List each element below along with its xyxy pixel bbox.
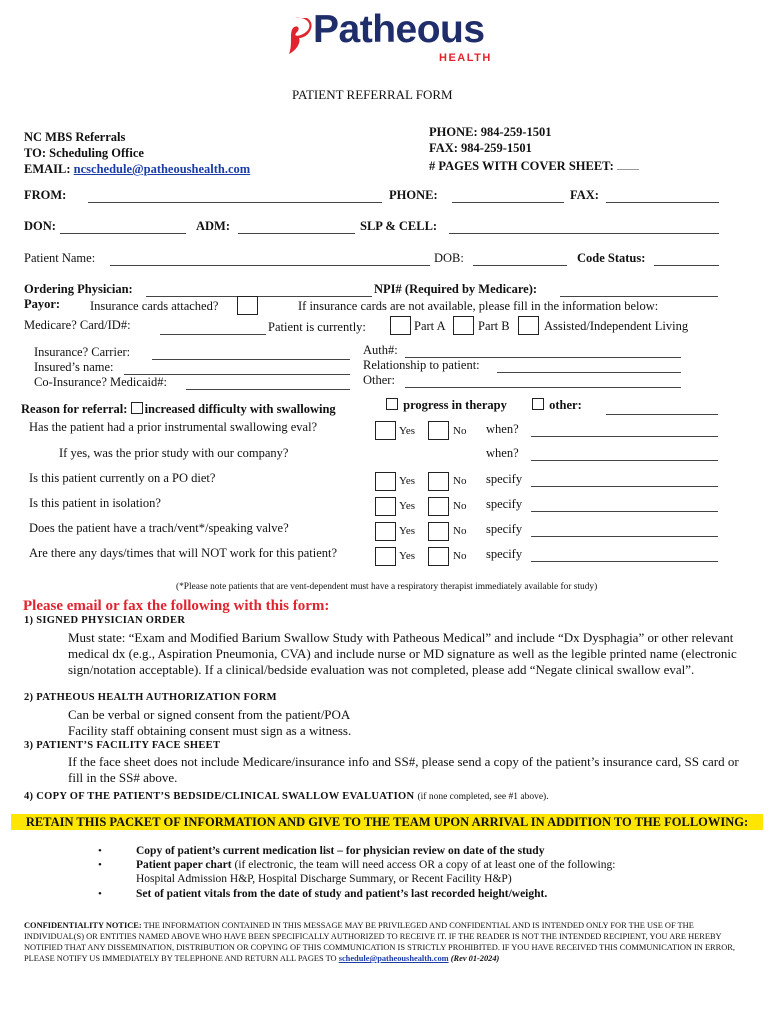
from-fax-field[interactable] bbox=[606, 190, 719, 203]
form-title: PATIENT REFERRAL FORM bbox=[292, 87, 453, 102]
confidentiality-text: THE INFORMATION CONTAINED IN THIS MESSAGE MAY BE PRIVILEGED AND CONFIDENTIAL AND IS INTENDED ONLY FOR THE USE OF THE INDIVIDUAL(S) OR ENTITIES NAMED ABOVE WHO HAVE BEEN SPECIFICALLY AUTHORIZED TO RECEIVE IT. IF THE READER IS NOT THE INTENDED RECIPIENT, YOU ARE HEREBY NOTIFIED THAT ANY DISSEMINATION, DISTRIBUTION OR COPYING OF THIS COMMUNICATION IS STRICTLY PROHIBITED. IF YOU HAVE RECEIVED THIS COMMUNICATION IN ERROR, PLEASE NOTIFY US IMMEDIATELY BY TELEPHONE AND RETURN ALL PAGES TO bbox=[24, 921, 735, 963]
coinsurance-field[interactable] bbox=[186, 377, 350, 390]
confidentiality-label: CONFIDENTIALITY NOTICE: bbox=[24, 921, 142, 930]
auth-field[interactable] bbox=[405, 345, 681, 358]
revision-label: (Rev 01-2024) bbox=[450, 954, 500, 963]
logo-health: HEALTH bbox=[439, 52, 492, 64]
prior-eval-no-checkbox[interactable] bbox=[428, 421, 449, 440]
days-yes-checkbox[interactable] bbox=[375, 547, 396, 566]
code-status-label: Code Status: bbox=[577, 251, 646, 265]
patient-currently-label: Patient is currently: bbox=[268, 320, 366, 334]
trach-yes-checkbox[interactable] bbox=[375, 522, 396, 541]
section-4-note: (if none completed, see #1 above). bbox=[417, 792, 549, 802]
part-b-label: Part B bbox=[478, 319, 510, 333]
bullet-dot: • bbox=[98, 859, 102, 871]
reason-other-checkbox[interactable] bbox=[532, 398, 544, 410]
assisted-living-checkbox[interactable] bbox=[518, 316, 539, 335]
don-field[interactable] bbox=[60, 221, 186, 234]
patient-name-label: Patient Name: bbox=[24, 251, 96, 265]
slp-field[interactable] bbox=[449, 221, 719, 234]
email-link[interactable]: ncschedule@patheoushealth.com bbox=[73, 162, 251, 176]
trach-specify-label: specify bbox=[486, 522, 523, 536]
patheous-logo bbox=[287, 8, 497, 64]
payor-label: Payor: bbox=[24, 297, 61, 311]
isolation-yes-label: Yes bbox=[399, 500, 416, 512]
bullet-chart: Patient paper chart (if electronic, the team will need access OR a copy of at least one of the following: bbox=[136, 859, 616, 871]
medicare-field[interactable] bbox=[160, 322, 266, 335]
section-3-title: 3) PATIENT’S FACILITY FACE SHEET bbox=[24, 740, 221, 751]
days-specify-field[interactable] bbox=[531, 549, 718, 562]
prior-eval-no-label: No bbox=[453, 425, 467, 437]
auth-label: Auth#: bbox=[363, 343, 398, 357]
isolation-no-checkbox[interactable] bbox=[428, 497, 449, 516]
bullet-dot: • bbox=[98, 845, 102, 857]
days-no-label: No bbox=[453, 550, 467, 562]
question-trach: Does the patient have a trach/vent*/speaking valve? bbox=[29, 521, 289, 535]
assisted-living-label: Assisted/Independent Living bbox=[544, 319, 689, 333]
npi-label: NPI# (Required by Medicare): bbox=[374, 282, 538, 296]
reason-progress-label: progress in therapy bbox=[403, 398, 507, 412]
prior-eval-when-field[interactable] bbox=[531, 424, 718, 437]
logo-wordmark: Patheous bbox=[313, 8, 485, 51]
po-diet-specify-label: specify bbox=[486, 472, 523, 486]
pages-field[interactable] bbox=[617, 157, 639, 170]
bullet-dot: • bbox=[98, 888, 102, 900]
bullet-vitals: Set of patient vitals from the date of study and patient’s last recorded height/weight. bbox=[136, 888, 548, 900]
section-4-title: 4) COPY OF THE PATIENT’S BEDSIDE/CLINICAL SWALLOW EVALUATION bbox=[24, 791, 415, 802]
po-diet-yes-checkbox[interactable] bbox=[375, 472, 396, 491]
patient-name-field[interactable] bbox=[110, 253, 430, 266]
reason-swallowing-label: increased difficulty with swallowing bbox=[144, 402, 336, 416]
insurance-not-available-note: If insurance cards are not available, please fill in the information below: bbox=[298, 299, 659, 313]
prior-company-when-field[interactable] bbox=[531, 448, 718, 461]
cards-attached-checkbox[interactable] bbox=[237, 296, 258, 315]
email-label: EMAIL: bbox=[24, 162, 71, 176]
other-field[interactable] bbox=[405, 375, 681, 388]
part-a-checkbox[interactable] bbox=[390, 316, 411, 335]
cards-attached-label: Insurance cards attached? bbox=[90, 299, 219, 313]
section-3-body: If the face sheet does not include Medicare/insurance info and SS#, please send a copy of the patient’s insurance card, SS card or fill in the SS# above. bbox=[68, 754, 739, 785]
dob-label: DOB: bbox=[434, 251, 464, 265]
header-line2: TO: Scheduling Office bbox=[24, 146, 144, 160]
prior-eval-yes-checkbox[interactable] bbox=[375, 421, 396, 440]
trach-no-label: No bbox=[453, 525, 467, 537]
part-b-checkbox[interactable] bbox=[453, 316, 474, 335]
section-2-body-1: Can be verbal or signed consent from the patient/POA bbox=[68, 707, 351, 722]
retain-banner: RETAIN THIS PACKET OF INFORMATION AND GIVE TO THE TEAM UPON ARRIVAL IN ADDITION TO THE FOLLOWING: bbox=[11, 814, 763, 830]
slp-label: SLP & CELL: bbox=[360, 219, 438, 233]
trach-specify-field[interactable] bbox=[531, 524, 718, 537]
reason-other bbox=[532, 398, 582, 413]
prior-company-when-label: when? bbox=[486, 446, 519, 460]
coinsurance-label: Co-Insurance? Medicaid#: bbox=[34, 375, 167, 389]
question-days-times: Are there any days/times that will NOT work for this patient? bbox=[29, 546, 338, 560]
section-4-row bbox=[24, 788, 549, 803]
insured-field[interactable] bbox=[124, 362, 350, 375]
header-fax: FAX: 984-259-1501 bbox=[429, 141, 532, 155]
question-prior-company: If yes, was the prior study with our company? bbox=[59, 446, 289, 460]
from-phone-label: PHONE: bbox=[389, 188, 438, 202]
vent-note: (*Please note patients that are vent-dependent must have a respiratory therapist immediately available for study) bbox=[176, 582, 598, 592]
confidentiality-notice bbox=[24, 920, 744, 964]
isolation-specify-field[interactable] bbox=[531, 499, 718, 512]
isolation-yes-checkbox[interactable] bbox=[375, 497, 396, 516]
part-a-label: Part A bbox=[414, 319, 446, 333]
from-fax-label: FAX: bbox=[570, 188, 599, 202]
reason-row: Reason for referral: increased difficulty with swallowing bbox=[21, 402, 336, 416]
po-diet-specify-field[interactable] bbox=[531, 474, 718, 487]
days-no-checkbox[interactable] bbox=[428, 547, 449, 566]
carrier-label: Insurance? Carrier: bbox=[34, 345, 131, 359]
question-po-diet: Is this patient currently on a PO diet? bbox=[29, 471, 216, 485]
code-status-field[interactable] bbox=[654, 253, 719, 266]
bullet-medication: Copy of patient’s current medication list – for physician review on date of the study bbox=[136, 845, 545, 857]
reason-swallowing-checkbox[interactable] bbox=[131, 402, 143, 414]
npi-field[interactable] bbox=[560, 284, 718, 297]
bullet-chart-cont: Hospital Admission H&P, Hospital Discharge Summary, or Recent Facility H&P) bbox=[136, 873, 512, 885]
relationship-label: Relationship to patient: bbox=[363, 358, 480, 372]
instructions-title: Please email or fax the following with this form: bbox=[23, 598, 330, 614]
medicare-label: Medicare? Card/ID#: bbox=[24, 318, 131, 332]
from-phone-field[interactable] bbox=[452, 190, 564, 203]
question-prior-eval: Has the patient had a prior instrumental swallowing eval? bbox=[29, 420, 318, 434]
reason-progress-checkbox[interactable] bbox=[386, 398, 398, 410]
relationship-field[interactable] bbox=[497, 360, 681, 373]
question-isolation: Is this patient in isolation? bbox=[29, 496, 161, 510]
header-line1: NC MBS Referrals bbox=[24, 130, 126, 144]
days-specify-label: specify bbox=[486, 547, 523, 561]
adm-label: ADM: bbox=[196, 219, 231, 233]
section-2-title: 2) PATHEOUS HEALTH AUTHORIZATION FORM bbox=[24, 692, 277, 703]
section-1-title: 1) SIGNED PHYSICIAN ORDER bbox=[24, 615, 186, 626]
header-phone: PHONE: 984-259-1501 bbox=[429, 125, 552, 139]
po-diet-no-label: No bbox=[453, 475, 467, 487]
section-2-body-2: Facility staff obtaining consent must sign as a witness. bbox=[68, 723, 352, 738]
other-label: Other: bbox=[363, 373, 395, 387]
header-email bbox=[24, 162, 250, 177]
trach-no-checkbox[interactable] bbox=[428, 522, 449, 541]
ordering-physician-field[interactable] bbox=[146, 284, 372, 297]
trach-yes-label: Yes bbox=[399, 525, 416, 537]
header-pages bbox=[429, 157, 639, 174]
days-yes-label: Yes bbox=[399, 550, 416, 562]
reason-other-field[interactable] bbox=[606, 402, 718, 415]
don-label: DON: bbox=[24, 219, 56, 233]
reason-progress bbox=[386, 398, 507, 413]
prior-eval-yes-label: Yes bbox=[399, 425, 416, 437]
dob-field[interactable] bbox=[473, 253, 567, 266]
from-field[interactable] bbox=[88, 190, 382, 203]
prior-eval-when-label: when? bbox=[486, 422, 519, 436]
ordering-physician-label: Ordering Physician: bbox=[24, 282, 133, 296]
isolation-specify-label: specify bbox=[486, 497, 523, 511]
from-label: FROM: bbox=[24, 188, 67, 202]
po-diet-yes-label: Yes bbox=[399, 475, 416, 487]
carrier-field[interactable] bbox=[152, 347, 350, 360]
insured-label: Insured’s name: bbox=[34, 360, 114, 374]
section-1-body: Must state: “Exam and Modified Barium Swallow Study with Patheous Medical” and include “Dx Dysphagia” or other relevant medical dx (e.g., Aspiration Pneumonia, CVA) and include nurse or MD signature as well as the legible printed name (electronic sign/notation acceptable). If a clinical/bedside evaluation was not completed, please add “Negate clinical swallow eval”. bbox=[68, 630, 737, 677]
reason-other-label: other: bbox=[549, 398, 582, 412]
po-diet-no-checkbox[interactable] bbox=[428, 472, 449, 491]
confidentiality-email-link[interactable]: schedule@patheoushealth.com bbox=[338, 954, 449, 963]
isolation-no-label: No bbox=[453, 500, 467, 512]
pages-label: # PAGES WITH COVER SHEET: bbox=[429, 159, 614, 173]
adm-field[interactable] bbox=[238, 221, 355, 234]
